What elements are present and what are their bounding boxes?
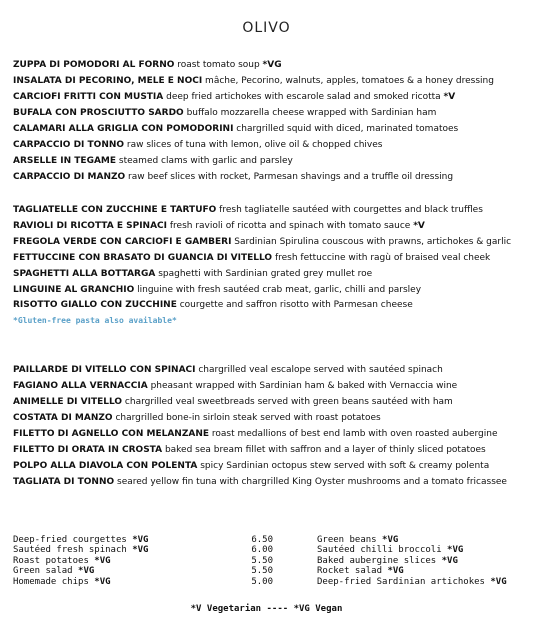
dish-description: seared yellow fin tuna with chargrilled King Oyster mushrooms and a tomato fricassee: [114, 477, 507, 487]
main-item: [13, 428, 528, 440]
dish-name: FREGOLA VERDE CON CARCIOFI E GAMBERI: [13, 237, 232, 247]
diet-tag: *VG: [78, 566, 95, 576]
diet-tag: *VG: [94, 577, 111, 587]
dish-name: CARPACCIO DI MANZO: [13, 172, 126, 182]
dish-description: raw beef slices with rocket, Parmesan shavings and a truffle oil dressing: [125, 172, 454, 182]
dish-description: chargrilled bone-in sirloin steak served with roast potatoes: [112, 413, 381, 423]
dish-name: LINGUINE AL GRANCHIO: [13, 285, 135, 295]
diet-tag: *VG: [262, 60, 282, 70]
starter-item: [13, 59, 528, 71]
dish-description: chargrilled veal sweetbreads served with green beans sautéed with ham: [122, 397, 453, 407]
side-name: Homemade chips: [13, 577, 95, 587]
pasta-item: [13, 220, 528, 232]
pasta-item: [13, 268, 528, 280]
side-name: Green beans: [317, 535, 383, 545]
main-item: [13, 460, 528, 472]
dish-name: CARCIOFI FRITTI CON MUSTIA: [13, 92, 164, 102]
side-name: Roast potatoes: [13, 556, 95, 566]
side-name: Deep-fried Sardinian artichokes: [317, 577, 491, 587]
dish-description: linguine with fresh sautéed crab meat, garlic, chilli and parsley: [134, 285, 422, 295]
pasta-item: [13, 284, 528, 296]
side-item: [317, 566, 404, 577]
dish-name: CALAMARI ALLA GRIGLIA CON POMODORINI: [13, 124, 234, 134]
pasta-item: [13, 204, 528, 216]
side-item: [13, 545, 148, 556]
side-item: [13, 577, 111, 588]
side-name: Rocket salad: [317, 566, 388, 576]
side-name: Sautéed fresh spinach: [13, 545, 133, 555]
dish-name: INSALATA DI PECORINO, MELE E NOCI: [13, 76, 203, 86]
gluten-free-note: *Gluten-free pasta also available*: [13, 316, 177, 325]
dish-description: courgette and saffron risotto with Parmesan cheese: [176, 300, 413, 310]
main-item: [13, 364, 528, 376]
side-name: Sautéed chilli broccoli: [317, 545, 448, 555]
starter-item: [13, 171, 528, 183]
dish-name: TAGLIATELLE CON ZUCCHINE E TARTUFO: [13, 205, 217, 215]
dish-description: buffalo mozzarella cheese wrapped with Sardinian ham: [183, 108, 437, 118]
dish-name: ZUPPA DI POMODORI AL FORNO: [13, 60, 175, 70]
diet-tag: *V: [443, 92, 456, 102]
dish-description: chargrilled veal escalope served with sautéed spinach: [195, 365, 443, 375]
starter-item: [13, 107, 528, 119]
side-price: 5.00: [251, 577, 273, 587]
dish-name: ANIMELLE DI VITELLO: [13, 397, 123, 407]
side-item: [317, 577, 507, 588]
diet-tag: *VG: [132, 535, 149, 545]
dish-description: Sardinian Spirulina couscous with prawns, artichokes & garlic: [231, 237, 512, 247]
starter-item: [13, 91, 528, 103]
pasta-item: [13, 236, 528, 248]
dish-name: FETTUCCINE CON BRASATO DI GUANCIA DI VITELLO: [13, 253, 273, 263]
main-item: [13, 444, 528, 456]
dish-name: FILETTO DI ORATA IN CROSTA: [13, 445, 163, 455]
starter-item: [13, 155, 528, 167]
side-item: [13, 566, 94, 577]
dish-description: fresh ravioli of ricotta and spinach with tomato sauce: [167, 221, 414, 231]
diet-tag: *VG: [447, 545, 464, 555]
dish-name: CARPACCIO DI TONNO: [13, 140, 125, 150]
pasta-item: [13, 252, 528, 264]
dish-name: RAVIOLI DI RICOTTA E SPINACI: [13, 221, 167, 231]
restaurant-title: OLIVO: [242, 20, 291, 36]
dish-description: spaghetti with Sardinian grated grey mullet roe: [155, 269, 373, 279]
side-name: Deep-fried courgettes: [13, 535, 133, 545]
diet-tag: *VG: [132, 545, 149, 555]
side-price: 6.00: [251, 545, 273, 555]
dish-name: PAILLARDE DI VITELLO CON SPINACI: [13, 365, 196, 375]
dish-description: fresh fettuccine with ragù of braised veal cheek: [272, 253, 491, 263]
starter-item: [13, 139, 528, 151]
diet-tag: *V: [413, 221, 425, 231]
diet-legend: *V Vegetarian ---- *VG Vegan: [190, 604, 343, 614]
dish-description: spicy Sardinian octopus stew served with soft & creamy polenta: [197, 461, 490, 471]
main-item: [13, 380, 528, 392]
starter-item: [13, 123, 528, 135]
dish-name: RISOTTO GIALLO CON ZUCCHINE: [13, 300, 177, 310]
starter-item: [13, 75, 528, 87]
dish-description: chargrilled squid with diced, marinated tomatoes: [233, 124, 459, 134]
dish-description: mâche, Pecorino, walnuts, apples, tomatoes & a honey dressing: [202, 76, 494, 86]
dish-name: COSTATA DI MANZO: [13, 413, 113, 423]
main-item: [13, 412, 528, 424]
side-price: 5.50: [251, 556, 273, 566]
side-price: 5.50: [251, 566, 273, 576]
main-item: [13, 476, 528, 488]
diet-tag: *VG: [94, 556, 111, 566]
dish-description: pheasant wrapped with Sardinian ham & baked with Vernaccia wine: [147, 381, 458, 391]
diet-tag: *VG: [387, 566, 404, 576]
dish-name: SPAGHETTI ALLA BOTTARGA: [13, 269, 156, 279]
dish-name: FAGIANO ALLA VERNACCIA: [13, 381, 148, 391]
dish-description: deep fried artichokes with escarole salad and smoked ricotta: [163, 92, 444, 102]
dish-name: TAGLIATA DI TONNO: [13, 477, 115, 487]
side-price: 6.50: [251, 535, 273, 545]
diet-tag: *VG: [490, 577, 507, 587]
dish-description: roast medallions of best end lamb with oven roasted aubergine: [209, 429, 498, 439]
dish-description: baked sea bream fillet with saffron and a layer of thinly sliced potatoes: [162, 445, 486, 455]
side-name: Green salad: [13, 566, 79, 576]
side-item: [317, 545, 463, 556]
diet-tag: *VG: [382, 535, 399, 545]
dish-description: fresh tagliatelle sautéed with courgettes and black truffles: [216, 205, 483, 215]
dish-description: raw slices of tuna with lemon, olive oil & chopped chives: [124, 140, 383, 150]
dish-description: steamed clams with garlic and parsley: [116, 156, 293, 166]
dish-description: roast tomato soup: [174, 60, 263, 70]
main-item: [13, 396, 528, 408]
side-name: Baked aubergine slices: [317, 556, 442, 566]
diet-tag: *VG: [441, 556, 458, 566]
dish-name: FILETTO DI AGNELLO CON MELANZANE: [13, 429, 209, 439]
pasta-item: [13, 299, 528, 311]
dish-name: BUFALA CON PROSCIUTTO SARDO: [13, 108, 184, 118]
dish-name: POLPO ALLA DIAVOLA CON POLENTA: [13, 461, 198, 471]
dish-name: ARSELLE IN TEGAME: [13, 156, 117, 166]
